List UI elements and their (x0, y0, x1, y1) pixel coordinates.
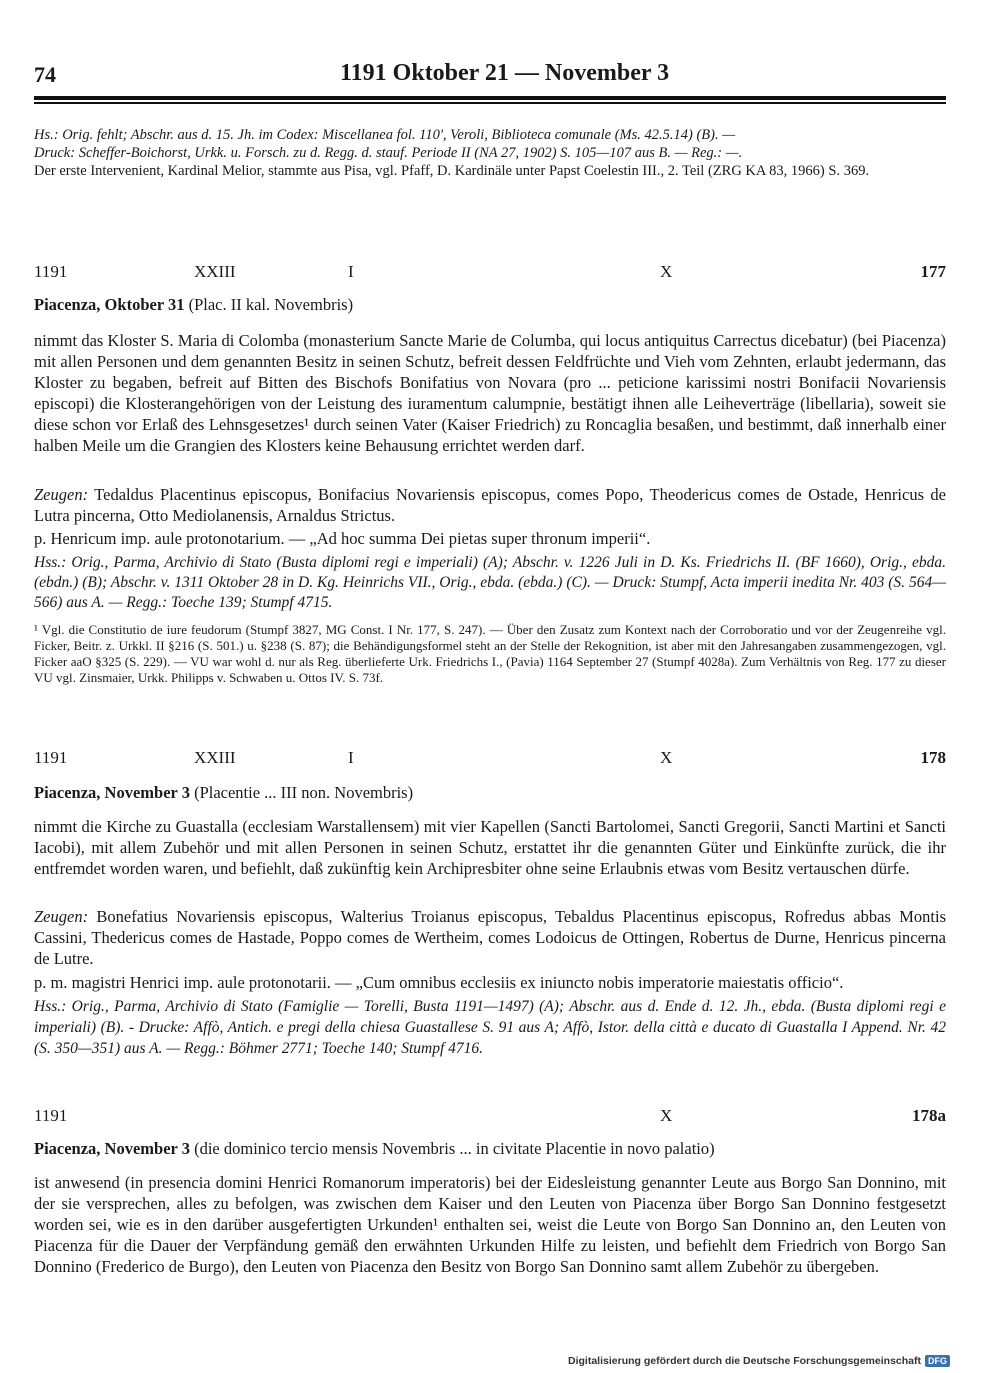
witness-label: Zeugen: (34, 485, 89, 504)
entry-178a-dateline (34, 1138, 946, 1159)
footer-credit (568, 1355, 950, 1367)
entry-regnal-year: I (348, 748, 354, 767)
entry-imperial-year: X (660, 262, 673, 281)
witness-label: Zeugen: (34, 907, 89, 926)
entry-year: 1191 (34, 262, 68, 281)
entry-177-footnote: ¹ Vgl. die Constitutio de iure feudorum (Stumpf 3827, MG Const. I Nr. 177, S. 247). — Über den Zusatz zum Kontext nach der Corroboratio und vor der Zeugenreihe vgl. Ficker, Beitr. z. Urkkl. II §216 (S. 501.) u. §238 (S. 87); die Behändigungsformel steht an der Stelle der Rekognition, ist aber mit den Jahresangaben zusammengezogen, vgl. Ficker aaO §325 (S. 229). — VU war wohl d. nur als Reg. überlieferte Urk. Friedrichs I., (Pavia) 1164 September 27 (Stumpf 4028a). Zum Verhältnis von Reg. 177 zu dieser VU vgl. Zinsmaier, Urkk. Philipps v. Schwaben u. Ottos IV. S. 73f. (34, 622, 946, 685)
place-date: Piacenza, Oktober 31 (34, 295, 185, 314)
prev-print-line: Druck: Scheffer-Boichorst, Urkk. u. Forsch. zu d. Regg. d. stauf. Periode II (NA 27, 1902) S. 105—107 aus B. — Reg.: —. (34, 145, 743, 161)
entry-177-sources: Hss.: Orig., Parma, Archivio di Stato (Busta diplomi regi e imperiali) (A); Abschr. v. 1226 Juli in D. Ks. Friedrichs II. (BF 1660), Orig., ebda. (ebdn.) (B); Abschr. v. 1311 Oktober 28 in D. Kg. Heinrichs VII., Orig., ebda. (ebda.) (C). — Druck: Stumpf, Acta imperii inedita Nr. 403 (S. 564—566) aus A. — Regg.: Toeche 139; Stumpf 4715. (34, 554, 946, 611)
prev-sources-line: Hs.: Orig. fehlt; Abschr. aus d. 15. Jh. im Codex: Miscellanea fol. 110', Veroli, Biblioteca comunale (Ms. 42.5.14) (B). — (34, 127, 736, 143)
date-original: (Placentie ... III non. Novembris) (194, 783, 414, 802)
entry-number: 177 (920, 262, 946, 281)
dfg-logo-icon: DFG (925, 1355, 950, 1367)
entry-year: 1191 (34, 748, 68, 767)
entry-year: 1191 (34, 1106, 68, 1125)
entry-178-header (34, 748, 946, 772)
entry-177-dateline (34, 294, 946, 315)
place-date: Piacenza, November 3 (34, 783, 190, 802)
entry-number: 178 (920, 748, 946, 767)
header-rule-thin (34, 102, 946, 104)
entry-178a-header (34, 1106, 946, 1130)
running-title: 1191 Oktober 21 — November 3 (340, 60, 670, 86)
header-rule-thick (34, 96, 946, 100)
entry-number: 178a (912, 1106, 946, 1125)
entry-177-notary: p. Henricum imp. aule protonotarium. — „Ad hoc summa Dei pietas super thronum imperii“. (34, 529, 651, 548)
entry-178-dateline (34, 782, 946, 803)
entry-178-witnesses (34, 906, 946, 969)
prev-entry-notes (34, 126, 946, 180)
entry-177-witnesses (34, 484, 946, 526)
entry-regnal-year: I (348, 262, 354, 281)
entry-177-header (34, 262, 946, 286)
witness-list: Bonefatius Novariensis episcopus, Walterius Troianus episcopus, Tebaldus Placentinus episcopus, Rofredus abbas Montis Cassini, Thedericus comes de Hastade, Poppo comes de Wertheim, comes Lodoicus de Ottingen, Robertus de Durne, Henricus pincerna de Lutre. (34, 907, 947, 968)
entry-178-notary: p. m. magistri Henrici imp. aule protonotarii. — „Cum omnibus ecclesiis ex iniuncto nobis imperatorie maiestatis officio“. (34, 973, 844, 992)
footer-text: Digitalisierung gefördert durch die Deutsche Forschungsgemeinschaft (568, 1355, 921, 1367)
place-date: Piacenza, November 3 (34, 1139, 190, 1158)
entry-178-text: nimmt die Kirche zu Guastalla (ecclesiam Warstallensem) mit vier Kapellen (Sancti Bartolomei, Sancti Gregorii, Sancti Martini et Sancti Iacobi), mit allem Zubehör und mit allen Personen in seinen Schutz, erstattet ihr die genannten Güter und Einkünfte zurück, die ihr entfremdet worden waren, und befiehlt, daß zukünftig kein Archipresbiter ohne seine Erlaubnis etwas vom Besitz vertauschen dürfe. (34, 817, 946, 878)
entry-indiction: XXIII (194, 748, 236, 767)
entry-178-sources: Hss.: Orig., Parma, Archivio di Stato (Famiglie — Torelli, Busta 1191—1497) (A); Abschr. aus d. Ende d. 12. Jh., ebda. (Busta diplomi regi e imperiali) (B). - Drucke: Affò, Antich. e pregi della chiesa Guastallese S. 91 aus A; Affò, Istor. della città e ducato di Guastalla I Append. Nr. 42 (S. 350—351) aus A. — Regg.: Böhmer 2771; Toeche 140; Stumpf 4716. (34, 998, 946, 1057)
prev-comment: Der erste Intervenient, Kardinal Melior, stammte aus Pisa, vgl. Pfaff, D. Kardinäle unter Papst Coelestin III., 2. Teil (ZRG KA 83, 1966) S. 369. (34, 163, 870, 179)
date-original: (Plac. II kal. Novembris) (188, 295, 354, 314)
date-original: (die dominico tercio mensis Novembris ... in civitate Placentie in novo palatio) (194, 1139, 715, 1158)
page-number: 74 (34, 62, 56, 87)
entry-178a-text: ist anwesend (in presencia domini Henrici Romanorum imperatoris) bei der Eidesleistung genannter Leute aus Borgo San Donnino, mit der sie versprechen, alles zu befolgen, was zwischen dem Kaiser und den Leuten von Piacenza über Borgo San Donnino festgesetzt worden sei, wie es in den darüber ausgefertigten Urkunden¹ enthalten sei, weist die Leute von Borgo San Donnino an, den Leuten von Piacenza für die Dauer der Verpfändung gemäß den erwähnten Urkunden Hilfe zu leisten, und befiehlt dem Friedrich von Borgo San Donnino (Frederico de Burgo), den Leuten von Piacenza den Besitz von Borgo San Donnino samt allem Zubehör zu übergeben. (34, 1173, 946, 1276)
entry-177-text: nimmt das Kloster S. Maria di Colomba (monasterium Sancte Marie de Columba, qui locus antiquitus Carrectus dicebatur) (bei Piacenza) mit allen Personen und dem genannten Besitz in seinen Schutz, befreit dessen Feldfrüchte und Vieh vom Zehnten, erlaubt jedermann, das Kloster zu begaben, befreit auf Bitten des Bischofs Bonifatius von Novara (pro ... peticione karissimi nostri Bonifacii Novariensis episcopi) die Klosterangehörigen von der Leistung des iuramentum calumpnie, bestätigt ihnen alle Leiheverträge (libellaria), soweit sie diese schon vor Erlaß des Lehnsgesetzes¹ durch seinen Vater (Kaiser Friedrich) zu Roncaglia besaßen, und bestimmt, daß innerhalb einer halben Meile um die Grangien des Klosters keine Behausung errichtet werden darf. (34, 331, 946, 455)
entry-indiction: XXIII (194, 262, 236, 281)
entry-imperial-year: X (660, 748, 673, 767)
witness-list: Tedaldus Placentinus episcopus, Bonifacius Novariensis episcopus, comes Popo, Theodericus comes de Ostade, Henricus de Lutra pincerna, Otto Mediolanensis, Arnaldus Strictus. (34, 485, 946, 525)
entry-imperial-year: X (660, 1106, 673, 1125)
